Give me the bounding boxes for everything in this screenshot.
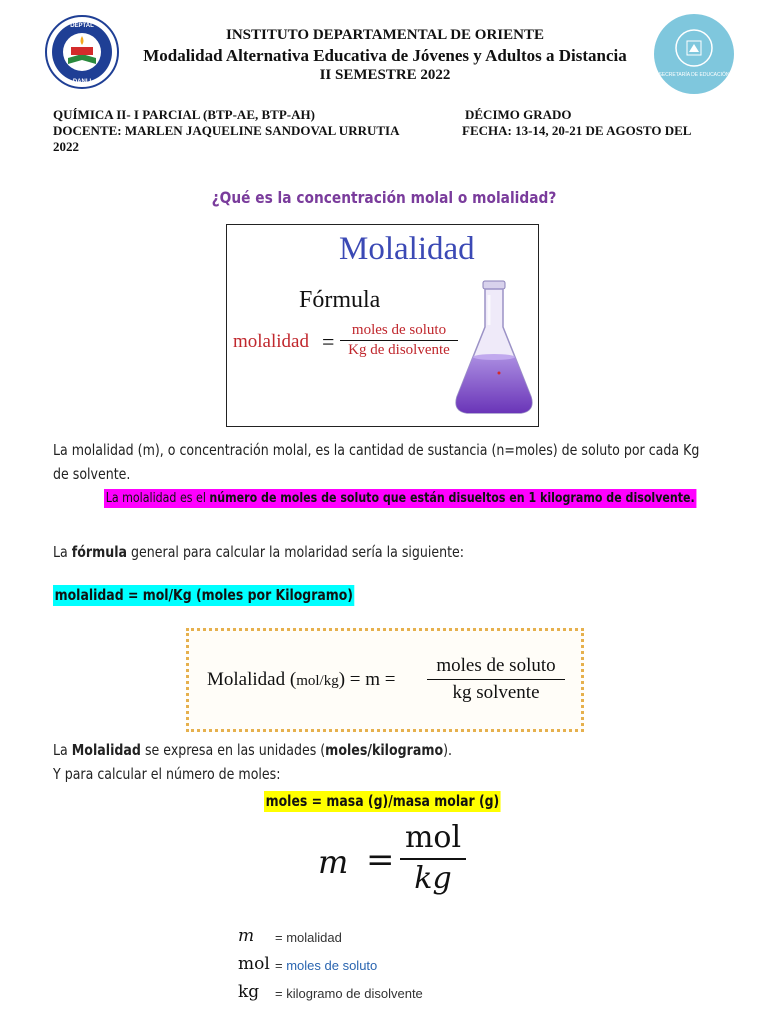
big-formula-equals: =: [366, 840, 395, 880]
formula-sentence-bold: fórmula: [71, 543, 128, 561]
svg-text:DANLI: DANLI: [72, 79, 92, 85]
units-sentence-pre: La: [53, 741, 72, 759]
erlenmeyer-flask-icon: [449, 277, 539, 425]
units-sentence-mid: se expresa en las unidades (: [140, 741, 326, 759]
formula-denominator: Kg de disolvente: [348, 342, 450, 358]
molality-formula-image: [226, 224, 539, 427]
definition-line-1: La molalidad (m), o concentración molal, es la cantidad de sustancia (n=moles) de soluto por cada Kg: [53, 441, 700, 459]
institute-name: INSTITUTO DEPARTAMENTAL DE ORIENTE: [225, 27, 544, 43]
units-formula-numerator: moles de soluto: [427, 655, 565, 680]
legend-desc-kg: = kilogramo de disolvente: [275, 986, 423, 1001]
right-logo-text: SECRETARÍA DE EDUCACIÓN: [658, 72, 730, 78]
date-label: FECHA: 13-14, 20-21 DE AGOSTO DEL: [462, 123, 692, 138]
formula-fraction: [340, 322, 458, 359]
section-question-title: ¿Qué es la concentración molal o molalidad?: [211, 188, 557, 207]
formula-equals: =: [322, 329, 335, 354]
big-formula-fraction: [400, 822, 466, 896]
legend-desc-mol-eq: =: [275, 958, 287, 973]
big-formula-lhs: m: [318, 843, 349, 881]
units-formula-denominator: kg solvente: [452, 682, 540, 703]
formula-lhs: molalidad: [233, 331, 309, 352]
moles-sentence: Y para calcular el número de moles:: [53, 765, 281, 783]
legend-desc-mol-text: moles de soluto: [286, 958, 378, 973]
units-formula-lhs: [207, 669, 396, 691]
formula-sentence: [53, 543, 464, 561]
legend-desc-m: = molalidad: [275, 930, 342, 945]
highlight-bold: número de moles de soluto que están disueltos en 1 kilogramo de disolvente.: [209, 491, 695, 506]
units-sentence-bold2: moles/kilogramo: [325, 741, 444, 759]
formula-sentence-post: general para calcular la molaridad sería la siguiente:: [127, 543, 465, 561]
grade-label: DÉCIMO GRADO: [465, 107, 572, 122]
units-formula-lhs-end: ) = m =: [338, 669, 396, 690]
definition-line-2: de solvente.: [53, 465, 131, 483]
highlighted-moles-formula: moles = masa (g)/masa molar (g): [265, 792, 500, 810]
formula-numerator: moles de soluto: [340, 322, 458, 341]
year-label: 2022: [53, 139, 79, 154]
molality-units-formula-image: [186, 628, 584, 732]
legend-desc-mol: [275, 958, 377, 973]
units-formula-lhs-start: Molalidad (: [207, 669, 297, 690]
svg-text:DEPTAL: DEPTAL: [70, 23, 94, 29]
image-title: Molalidad: [339, 231, 475, 267]
modality-name: Modalidad Alternativa Educativa de Jóvenes y Adultos a Distancia: [143, 46, 627, 65]
units-formula-unit: mol/kg: [296, 673, 339, 689]
formula-sentence-pre: La: [53, 543, 72, 561]
units-formula-fraction: [427, 655, 565, 704]
semester-label: II SEMESTRE 2022: [319, 67, 451, 83]
highlight-pre: La molalidad es el: [105, 491, 210, 506]
education-secretariat-logo: [654, 14, 734, 94]
institute-logo: [44, 14, 120, 90]
highlighted-definition: [104, 489, 696, 508]
legend-symbol-kg: kg: [238, 982, 260, 1002]
big-formula-numerator: mol: [400, 822, 466, 860]
teacher-label: DOCENTE: MARLEN JAQUELINE SANDOVAL URRUTIA: [53, 123, 400, 138]
course-label: QUÍMICA II- I PARCIAL (BTP-AE, BTP-AH): [53, 107, 315, 122]
units-sentence-bold1: Molalidad: [71, 741, 141, 759]
units-sentence-post: ).: [443, 741, 453, 759]
legend-symbol-m: m: [238, 926, 255, 946]
formula-label: Fórmula: [299, 287, 381, 313]
legend-symbol-mol: mol: [238, 954, 270, 974]
big-formula-denominator: kg: [414, 861, 452, 896]
highlighted-formula: molalidad = mol/Kg (moles por Kilogramo): [54, 586, 353, 604]
units-sentence: [53, 741, 452, 759]
